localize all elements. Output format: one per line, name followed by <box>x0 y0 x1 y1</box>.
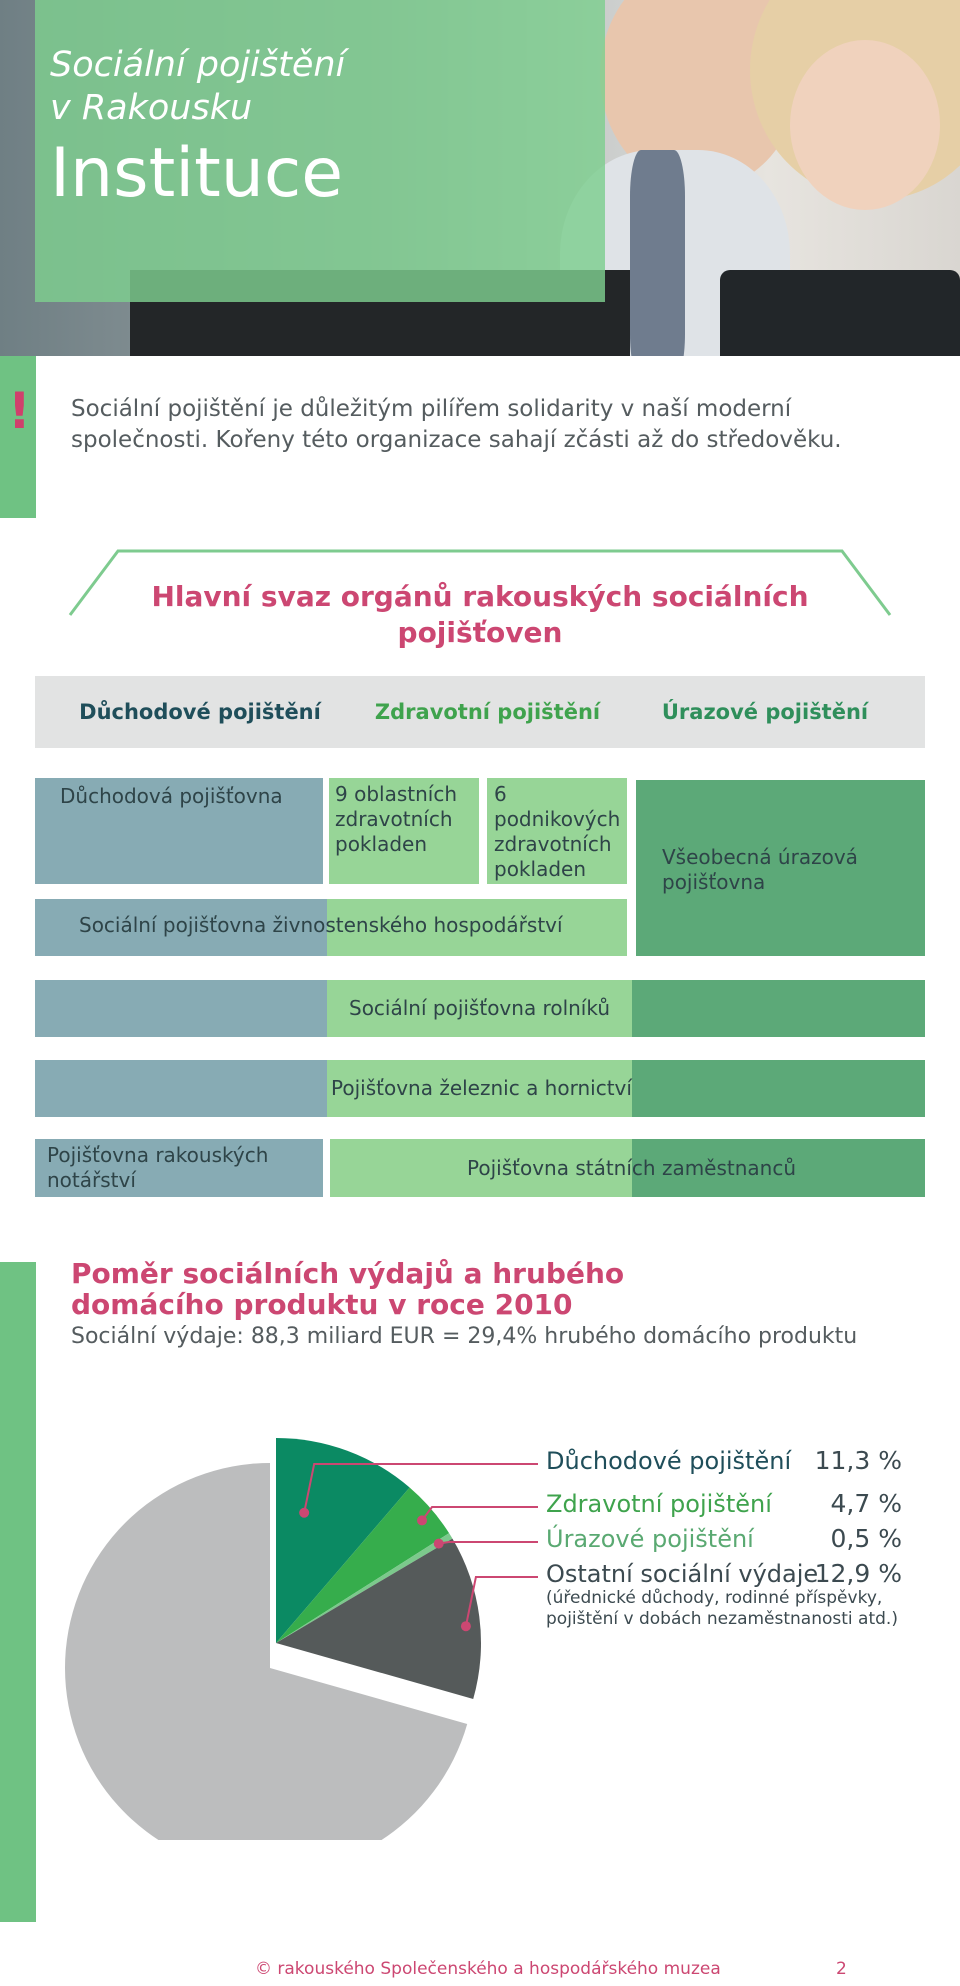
accident-insurance-box <box>636 780 925 956</box>
legend-label-accident: Úrazové pojištění <box>546 1525 754 1553</box>
pension-office-label: Důchodová pojišťovna <box>60 784 283 808</box>
accident-insurance-label: Všeobecná úrazová pojišťovna <box>662 845 858 894</box>
section-title: Poměr sociálních výdajů a hrubého domácího produktu v roce 2010 <box>71 1257 625 1321</box>
legend-label-pension: Důchodové pojištění <box>546 1447 792 1475</box>
leader-dot-health <box>417 1515 427 1525</box>
railway-mining-row <box>327 1060 727 1117</box>
railway-pension-segment <box>35 1060 327 1117</box>
leader-dot-accident <box>434 1539 444 1549</box>
legend-label-other: Ostatní sociální výdaje <box>546 1560 819 1588</box>
leader-line-health <box>422 1507 538 1520</box>
laptop-shape <box>720 270 960 356</box>
legend-value-other: 12,9 % <box>814 1559 902 1588</box>
page-title: Instituce <box>50 134 344 213</box>
legend-value-accident: 0,5 % <box>830 1524 902 1553</box>
company-funds-box <box>487 778 627 884</box>
trade-insurance-row <box>35 899 627 956</box>
notaries-box <box>35 1139 323 1197</box>
regional-funds-box <box>329 778 479 884</box>
farmers-insurance-row <box>327 980 632 1037</box>
page-number: 2 <box>836 1959 847 1979</box>
person-face2-shape <box>790 40 940 210</box>
hero-subtitle: Sociální pojištění v Rakousku <box>50 45 346 128</box>
category-accident: Úrazové pojištění <box>661 700 869 724</box>
civil-servants-label: Pojišťovna státních zaměstnanců <box>467 1156 797 1180</box>
section-subtitle: Sociální výdaje: 88,3 miliard EUR = 29,4% hrubého domácího produktu <box>71 1324 858 1349</box>
railway-mining-label: Pojišťovna železnic a hornictví <box>331 1076 632 1100</box>
person-tie-shape <box>630 150 685 356</box>
regional-funds-label: 9 oblastních zdravotních pokladen <box>335 782 457 856</box>
leader-dot-other <box>461 1621 471 1631</box>
exclamation-icon: ! <box>8 382 31 440</box>
category-pension: Důchodové pojištění <box>79 700 321 724</box>
intro-text: Sociální pojištění je důležitým pilířem solidarity v naší moderní společnosti. Kořeny této organizace sahají zčásti až do středověku. <box>71 396 842 453</box>
legend-label-health: Zdravotní pojištění <box>546 1490 772 1518</box>
leader-dot-pension <box>299 1508 309 1518</box>
farmers-accident-segment <box>632 980 925 1037</box>
notaries-label: Pojišťovna rakouských notářství <box>47 1143 269 1192</box>
legend-value-pension: 11,3 % <box>814 1446 902 1475</box>
footer-credit: © rakouského Společenského a hospodářského muzea <box>255 1959 721 1979</box>
farmers-pension-segment <box>35 980 327 1037</box>
legend-value-health: 4,7 % <box>830 1489 902 1518</box>
farmers-insurance-label: Sociální pojišťovna rolníků <box>349 996 611 1020</box>
civil-servants-row <box>330 1139 925 1197</box>
legend-note: (úřednické důchody, rodinné příspěvky, pojištění v dobách nezaměstnanosti atd.) <box>546 1588 898 1629</box>
category-health: Zdravotní pojištění <box>374 700 601 724</box>
org-chart-title: Hlavní svaz orgánů rakouských sociálních pojišťoven <box>151 580 809 649</box>
trade-insurance-label: Sociální pojišťovna živnostenského hospodářství <box>79 913 563 937</box>
pension-office-box <box>35 778 323 884</box>
company-funds-label: 6 podnikových zdravotních pokladen <box>494 782 621 881</box>
